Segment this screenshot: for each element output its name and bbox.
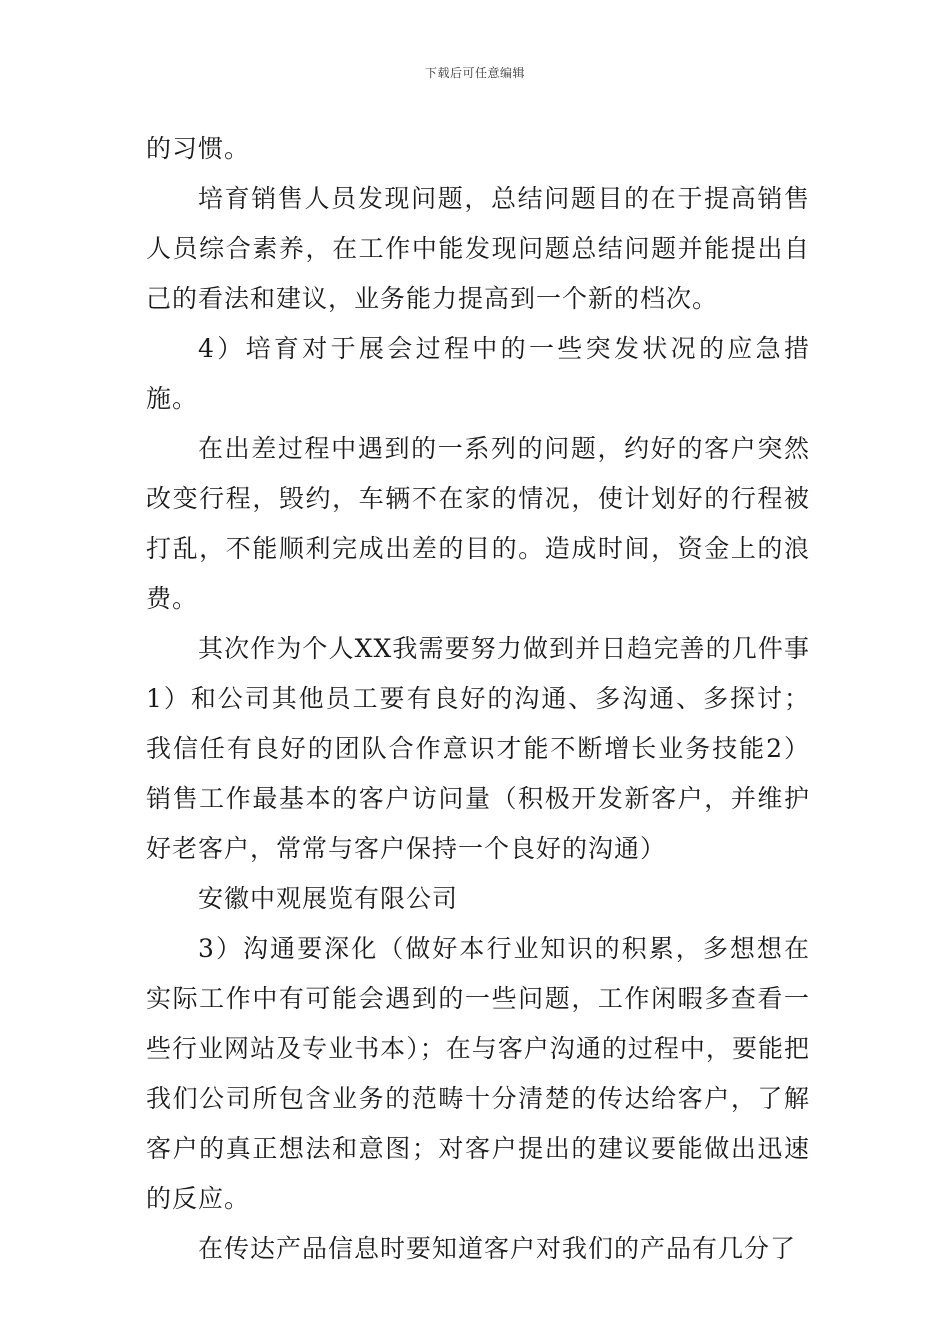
paragraph-business-trip-issues: 在出差过程中遇到的一系列的问题，约好的客户突然改变行程，毁约，车辆不在家的情况，使计划好的行程被打乱，不能顺利完成出差的目的。造成时间，资金上的浪费。 bbox=[146, 434, 810, 613]
paragraph-item-4-heading: 4）培育对于展会过程中的一些突发状况的应急措施。 bbox=[146, 334, 810, 413]
paragraph-item-3-communication: 3）沟通要深化（做好本行业知识的积累，多想想在实际工作中有可能会遇到的一些问题，工作闲暇多查看一些行业网站及专业书本）；在与客户沟通的过程中，要能把我们公司所包含业务的范畴十分清楚的传达给客户，了解客户的真正想法和意图；对客户提出的建议要能做出迅速的反应。 bbox=[146, 934, 810, 1213]
paragraph-personal-improvements: 其次作为个人XX我需要努力做到并日趋完善的几件事1）和公司其他员工要有良好的沟通、多沟通、多探讨；我信任有良好的团队合作意识才能不断增长业务技能2）销售工作最基本的客户访问量（积极开发新客户，并维护好老客户，常常与客户保持一个良好的沟通） bbox=[146, 634, 810, 863]
paragraph-continuation: 的习惯。 bbox=[146, 134, 251, 163]
paragraph-product-info: 在传达产品信息时要知道客户对我们的产品有几分了 bbox=[198, 1234, 797, 1263]
paragraph-training-problem-discovery: 培育销售人员发现问题，总结问题目的在于提高销售人员综合素养，在工作中能发现问题总结问题并能提出自己的看法和建议，业务能力提高到一个新的档次。 bbox=[146, 184, 810, 313]
page-header-note: 下载后可任意编辑 bbox=[424, 66, 525, 80]
document-body bbox=[146, 124, 810, 1274]
paragraph-company-name: 安徽中观展览有限公司 bbox=[198, 884, 459, 913]
